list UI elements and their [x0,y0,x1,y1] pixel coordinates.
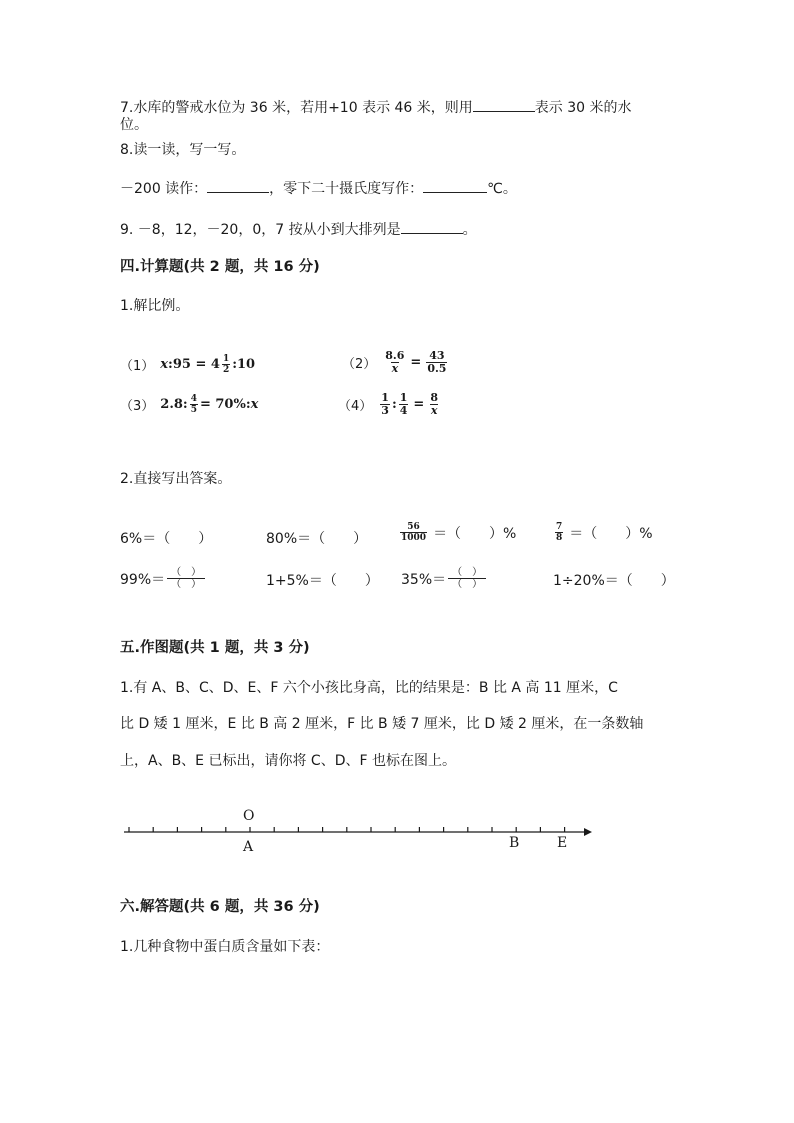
eq2-fraction-1 [384,350,405,375]
eq4-fraction-1 [380,392,390,417]
question-9 [120,219,477,239]
answer-4[interactable] [553,522,653,543]
eq3-var: x [250,397,259,412]
ans3-text: ＝（ ）% [433,525,517,542]
point-e-label: E [557,835,568,851]
eq1-mid: :95 = 4 [168,357,220,372]
ans7-frac-num: （ ） [452,567,483,578]
answer-5[interactable] [120,567,207,590]
ans7-prefix: 35%＝ [401,571,447,588]
equation-1 [120,354,255,375]
eq3-mid: = 70%: [199,397,251,412]
ans3-frac-den: 1000 [401,533,427,543]
ans3-frac-num: 56 [407,522,420,532]
eq3-frac-num: 4 [190,394,197,404]
q9-text-a: 9. －8，12，－20，0，7 按从小到大排列是 [120,222,401,238]
eq2-frac2-num: 43 [429,349,445,362]
s6-q1: 1.几种食物中蛋白质含量如下表： [120,939,330,955]
eq2-frac2-den: 0.5 [427,362,447,375]
eq2-label: （2） [342,357,377,372]
eq3-frac-den: 5 [190,405,197,415]
eq4-frac2-num: 1 [399,391,408,404]
eq4-var: x [430,404,438,417]
ans7-frac-den: （ ） [448,578,486,590]
question-8-body [120,178,517,198]
eq2-fraction-2 [426,350,447,375]
equation-2 [342,350,449,375]
ans4-frac-num: 7 [556,522,563,532]
eq2-frac1-den [391,362,400,375]
q8-part-c: ℃。 [487,181,517,197]
eq1-frac-den: 2 [222,365,230,375]
eq4-frac1-den: 3 [381,404,389,417]
ans5-frac-num: （ ） [171,567,202,578]
ans5-fraction [167,567,205,590]
s5-q1-line-3: 上，A、B、E 已标出，请你将 C、D、F 也标在图上。 [120,753,456,769]
s5-q1-line-2: 比 D 矮 1 厘米，E 比 B 高 2 厘米，F 比 B 矮 7 厘米，比 D 矮 2 厘米，在一条数轴 [120,716,644,732]
ans4-frac-den: 8 [556,533,563,543]
eq1-tail: :10 [232,357,256,372]
question-7 [120,97,632,117]
answer-1[interactable]: 6%＝（ ） [120,531,213,547]
q7-text-b: 表示 30 米的水 [534,100,632,116]
equation-3 [120,394,258,415]
ans4-text: ＝（ ）% [569,525,653,542]
eq4-frac2-den: 4 [399,404,408,417]
answer-8[interactable]: 1÷20%＝（ ） [553,573,675,589]
eq1-expr [160,357,220,372]
ans3-fraction [400,522,427,543]
s4-q1-title: 1.解比例。 [120,298,190,314]
eq3-fraction [190,394,198,415]
number-line-ticks [129,827,565,832]
eq3-head: 2.8: [160,397,188,412]
eq2-var: x [391,362,399,375]
question-7-cont [120,116,148,134]
eq1-frac-num: 1 [222,354,230,364]
eq4-frac1-num: 1 [381,391,389,404]
eq2-equals: = [410,355,422,370]
eq4-fraction-2 [399,392,409,417]
answer-7[interactable] [401,567,488,590]
point-b-label: B [509,835,520,851]
s5-q1-line-1: 1.有 A、B、C、D、E、F 六个小孩比身高，比的结果是：B 比 A 高 11 厘米，C [120,680,618,696]
eq4-colon: : [391,397,397,412]
eq4-equals: = [413,397,425,412]
eq4-frac3-num: 8 [430,391,438,404]
ans7-fraction [448,567,486,590]
answer-3[interactable] [398,522,516,543]
q9-text-b: 。 [462,222,477,238]
q9-blank[interactable] [401,219,463,234]
section-4-heading: 四.计算题(共 2 题，共 16 分) [120,259,320,275]
section-5-heading: 五.作图题(共 1 题，共 3 分) [120,640,310,656]
eq4-frac3-den [430,404,439,417]
ans5-prefix: 99%＝ [120,571,166,588]
q7-text-c: 位。 [120,117,148,133]
origin-label: O [243,808,255,824]
eq4-label: （4） [338,399,373,414]
eq1-label: （1） [120,359,155,374]
eq2-frac1-num: 8.6 [385,349,405,362]
q7-blank[interactable] [473,97,535,112]
answer-2[interactable]: 80%＝（ ） [266,531,368,547]
q8-part-a: －200 读作： [120,181,208,197]
number-line[interactable] [0,800,794,860]
section-6-heading: 六.解答题(共 6 题，共 36 分) [120,899,320,915]
s4-q2-title: 2.直接写出答案。 [120,471,232,487]
eq4-fraction-3 [429,392,439,417]
answer-6[interactable]: 1+5%＝（ ） [266,573,379,589]
arrow-head-icon [584,828,592,836]
q8-part-b: ，零下二十摄氏度写作： [269,181,424,197]
eq1-var: x [160,357,169,372]
q8-blank-1[interactable] [207,178,269,193]
point-a-label: A [243,839,254,855]
q8-blank-2[interactable] [423,178,487,193]
ans4-fraction [555,522,563,543]
question-8-title: 8.读一读，写一写。 [120,142,246,158]
eq1-fraction [222,354,230,375]
eq3-label: （3） [120,399,155,414]
q7-text-a: 7.水库的警戒水位为 36 米，若用+10 表示 46 米，则用 [120,100,473,116]
equation-4 [338,392,441,417]
ans5-frac-den: （ ） [167,578,205,590]
